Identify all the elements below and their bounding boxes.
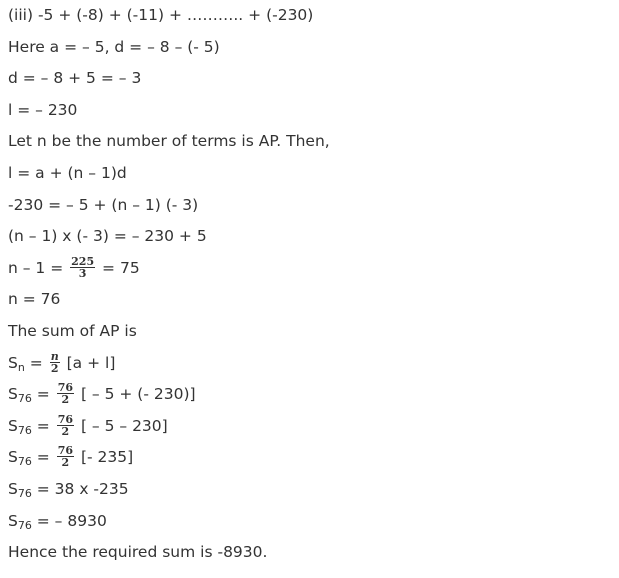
conclusion: Hence the required sum is -8930. <box>8 543 268 562</box>
sum-symbol: S <box>8 511 18 530</box>
sum-symbol: S <box>8 353 18 372</box>
fraction <box>50 351 60 374</box>
sum-subscript: 76 <box>17 392 32 406</box>
fraction-denominator: 2 <box>50 361 59 375</box>
problem-statement: (iii) -5 + (-8) + (-11) + ……….. + (-230) <box>8 6 314 24</box>
line-suffix: [a + l] <box>66 353 116 372</box>
sum-symbol: S <box>8 385 18 404</box>
line-suffix: [ – 5 – 230] <box>80 416 168 435</box>
sum-subscript: n <box>17 360 25 374</box>
sum-symbol: S <box>8 416 18 435</box>
fraction <box>57 414 74 437</box>
fraction-numerator: 76 <box>57 444 74 458</box>
sum-subscript: 76 <box>17 518 32 532</box>
sum-subscript: 76 <box>17 423 32 437</box>
fraction-denominator: 3 <box>78 266 87 280</box>
sum-multiplication <box>8 474 608 506</box>
substitution-step: -230 = – 5 + (n – 1) (- 3) <box>8 195 199 214</box>
common-difference: d = – 8 + 5 = – 3 <box>8 69 142 88</box>
fraction-denominator: 2 <box>61 456 70 470</box>
fraction-numerator: 225 <box>71 254 95 268</box>
fraction <box>57 382 74 405</box>
fraction <box>70 256 95 279</box>
fraction-denominator: 2 <box>61 424 70 438</box>
line-suffix: = – 8930 <box>31 511 107 530</box>
rearranged-step: (n – 1) x (- 3) = – 230 + 5 <box>8 227 207 246</box>
sum-heading: The sum of AP is <box>8 321 137 340</box>
solution-document <box>8 0 608 569</box>
fraction-step <box>8 253 608 285</box>
sum-result <box>8 506 608 538</box>
fraction <box>57 445 74 468</box>
line-suffix: = 75 <box>102 258 140 277</box>
sum-substitution-2 <box>8 411 608 443</box>
line-prefix: = <box>36 416 55 435</box>
nth-term-formula: l = a + (n – 1)d <box>8 163 127 182</box>
fraction-numerator: 76 <box>57 381 74 395</box>
fraction-numerator: 76 <box>57 412 74 426</box>
given-values: Here a = – 5, d = – 8 – (- 5) <box>8 37 220 56</box>
fraction-denominator: 2 <box>61 393 70 407</box>
line-prefix: = <box>29 353 48 372</box>
n-result: n = 76 <box>8 290 61 309</box>
line-suffix: = 38 x -235 <box>31 479 129 498</box>
number-of-terms-intro: Let n be the number of terms is AP. Then, <box>8 132 330 151</box>
line-prefix: = <box>36 385 55 404</box>
line-prefix: = <box>36 448 55 467</box>
line-prefix: n – 1 = <box>8 258 69 277</box>
sum-subscript: 76 <box>17 455 32 469</box>
last-term: l = – 230 <box>8 100 78 119</box>
line-suffix: [- 235] <box>80 448 134 467</box>
line-suffix: [ – 5 + (- 230)] <box>80 385 196 404</box>
fraction-numerator: n <box>50 349 59 363</box>
sum-symbol: S <box>8 448 18 467</box>
sum-substitution-1 <box>8 379 608 411</box>
sum-substitution-3 <box>8 442 608 474</box>
sum-symbol: S <box>8 479 18 498</box>
sum-formula <box>8 348 608 380</box>
sum-subscript: 76 <box>17 486 32 500</box>
